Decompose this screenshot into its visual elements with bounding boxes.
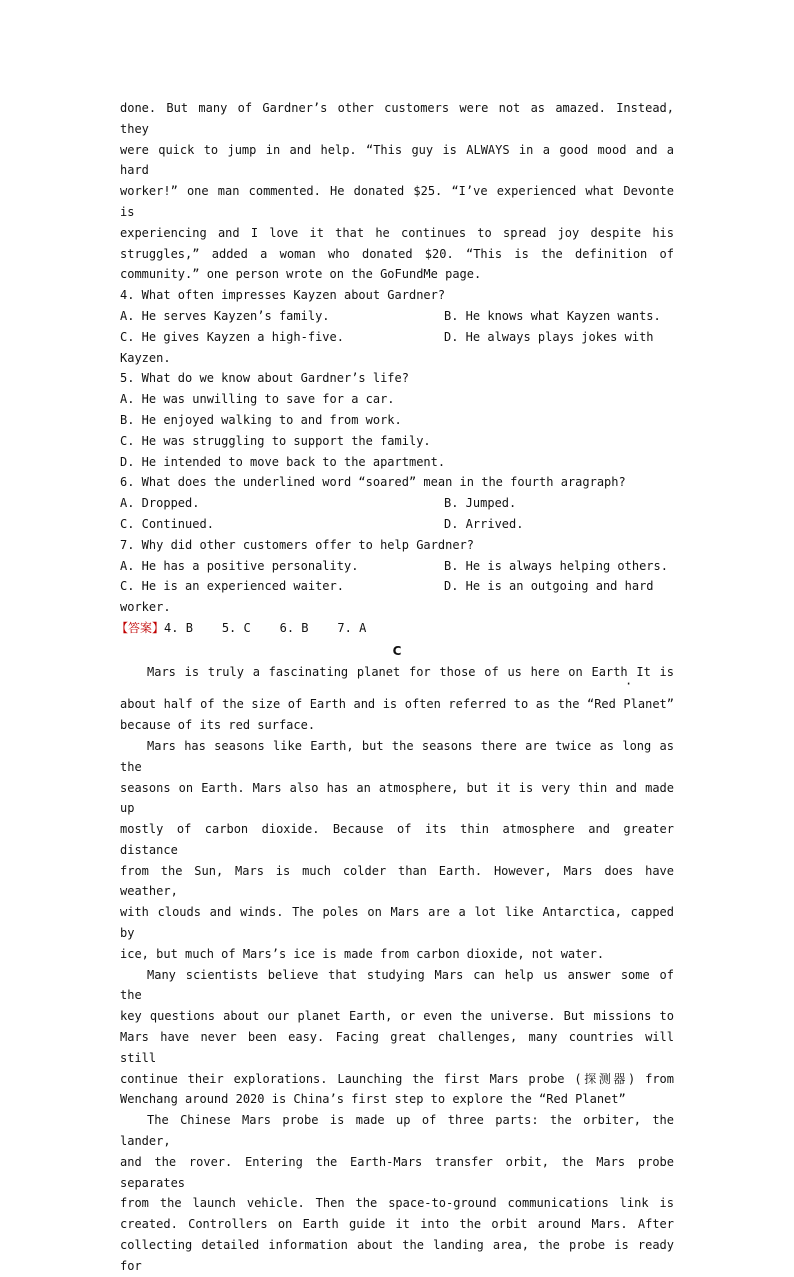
paragraph-line: from the Sun, Mars is much colder than Earth. However, Mars does have weather, <box>120 863 674 899</box>
paragraph-line: continue their explorations. Launching the first Mars probe (探测器) from <box>120 1071 674 1086</box>
option-d: D. Arrived. <box>444 516 524 531</box>
option-c: C. He gives Kayzen a high-five. <box>120 329 344 344</box>
option-row <box>120 327 674 348</box>
paragraph-line: mostly of carbon dioxide. Because of its thin atmosphere and greater distance <box>120 822 674 857</box>
paragraph-line: Many scientists believe that studying Mars can help us answer some of the <box>120 967 674 1003</box>
text-line: worker!” one man commented. He donated $25. “I’ve experienced what Devonte is <box>120 184 674 219</box>
option-a: A. He has a positive personality. <box>120 558 359 573</box>
option-b: B. Jumped. <box>444 496 517 511</box>
text-line: community.” one person wrote on the GoFundMe page. <box>120 267 482 282</box>
answer-text: 4. B 5. C 6. B 7. A <box>164 620 367 635</box>
option-d: D. He intended to move back to the apartment. <box>120 454 446 469</box>
answer-key <box>116 618 674 639</box>
question-4 <box>120 285 674 368</box>
answer-tag: 【答案】 <box>116 620 165 635</box>
paragraph-line: Mars has seasons like Earth, but the seasons there are twice as long as the <box>120 738 674 774</box>
option-a: A. He serves Kayzen’s family. <box>120 308 330 323</box>
option-b: B. He enjoyed walking to and from work. <box>120 412 402 427</box>
paragraph-line: because of its red surface. <box>120 718 316 733</box>
option-d-continued: worker. <box>120 600 171 615</box>
option-b: B. He is always helping others. <box>444 558 668 573</box>
option-c: C. Continued. <box>120 516 214 531</box>
option-row <box>120 493 674 514</box>
question-6 <box>120 472 674 534</box>
section-c-passage <box>120 662 674 1277</box>
passage-b-ending <box>120 98 674 285</box>
paragraph-line: seasons on Earth. Mars also has an atmosphere, but it is very thin and made up <box>120 780 674 816</box>
text-line: were quick to jump in and help. “This guy is ALWAYS in a good mood and a hard <box>120 142 674 178</box>
paragraph-line: The Chinese Mars probe is made up of three parts: the orbiter, the lander, <box>120 1113 674 1149</box>
section-heading: C <box>392 643 402 658</box>
option-row <box>120 556 674 577</box>
option-row <box>120 514 674 535</box>
text-line: done. But many of Gardner’s other customers were not as amazed. Instead, they <box>120 101 674 136</box>
emphasis-dot: · <box>625 677 633 692</box>
option-d-continued: Kayzen. <box>120 350 171 365</box>
option-c: C. He was struggling to support the family. <box>120 433 431 448</box>
option-a: A. He was unwilling to save for a car. <box>120 392 395 407</box>
paragraph-line: collecting detailed information about the landing area, the probe is ready for <box>120 1238 674 1273</box>
option-a: A. Dropped. <box>120 496 200 511</box>
paragraph-line: key questions about our planet Earth, or even the universe. But missions to <box>120 1009 674 1024</box>
document-page <box>116 98 674 1277</box>
option-c: C. He is an experienced waiter. <box>120 579 344 594</box>
paragraph-line: with clouds and winds. The poles on Mars are a lot like Antarctica, capped by <box>120 905 674 941</box>
paragraph-line: Mars have never been easy. Facing great challenges, many countries will still <box>120 1030 674 1065</box>
paragraph-line: from the launch vehicle. Then the space-to-ground communications link is <box>120 1196 674 1211</box>
option-b: B. He knows what Kayzen wants. <box>444 308 661 323</box>
question-stem: 5. What do we know about Gardner’s life? <box>120 371 409 386</box>
paragraph-line: created. Controllers on Earth guide it into the orbit around Mars. After <box>120 1217 674 1232</box>
paragraph-line: ice, but much of Mars’s ice is made from carbon dioxide, not water. <box>120 946 605 961</box>
question-7 <box>120 535 674 618</box>
option-d: D. He is an outgoing and hard <box>444 579 654 594</box>
question-stem: 6. What does the underlined word “soared” mean in the fourth aragraph? <box>120 475 626 490</box>
paragraph-line: Mars is truly a fascinating planet for those of us here on Earth It is <box>147 664 674 679</box>
option-row <box>120 306 674 327</box>
question-stem: 4. What often impresses Kayzen about Gardner? <box>120 288 446 303</box>
paragraph-line: about half of the size of Earth and is often referred to as the “Red Planet” <box>120 697 674 712</box>
option-row <box>120 576 674 597</box>
option-d: D. He always plays jokes with <box>444 329 654 344</box>
question-5 <box>120 368 674 472</box>
text-line: experiencing and I love it that he continues to spread joy despite his <box>120 225 674 240</box>
question-stem: 7. Why did other customers offer to help Gardner? <box>120 537 475 552</box>
paragraph-line: Wenchang around 2020 is China’s first step to explore the “Red Planet” <box>120 1092 626 1107</box>
paragraph-line: and the rover. Entering the Earth-Mars transfer orbit, the Mars probe separates <box>120 1154 674 1190</box>
text-line: struggles,” added a woman who donated $20. “This is the definition of <box>120 246 674 261</box>
